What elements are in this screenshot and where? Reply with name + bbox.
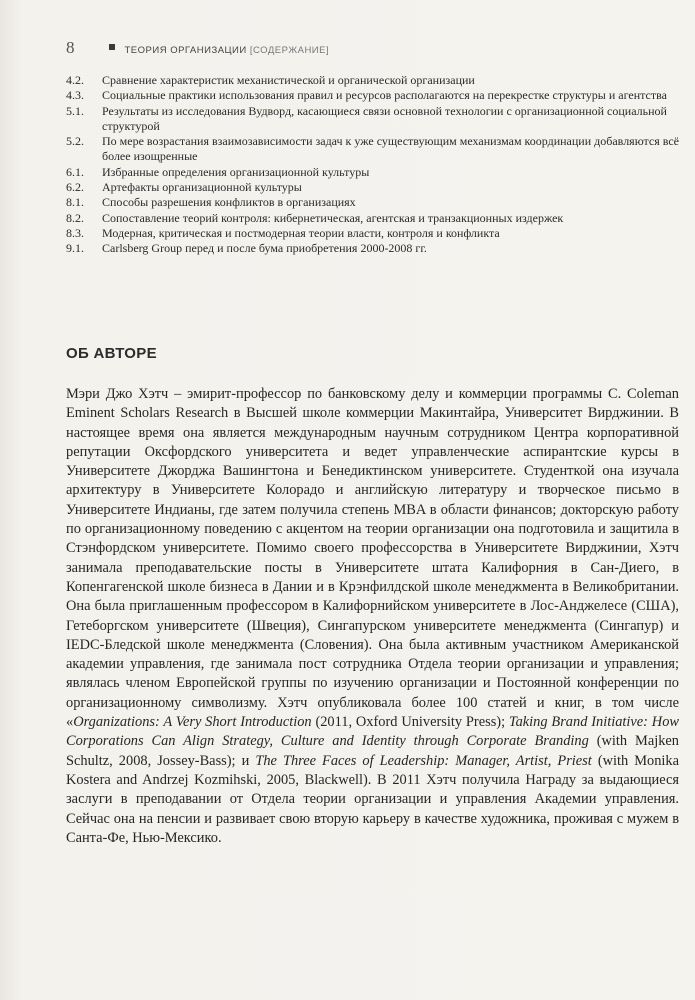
item-text: Сравнение характеристик механистической и органической организации xyxy=(102,73,475,87)
item-number: 4.2. xyxy=(66,73,84,87)
item-text: Результаты из исследования Вудворд, касающиеся связи основной технологии с организационной социальной структурой xyxy=(102,103,667,133)
book-title-1: Organizations: A Very Short Introduction xyxy=(73,714,312,731)
item-number: 8.1. xyxy=(66,195,84,210)
list-item xyxy=(66,88,686,103)
bio-text: (with Monika Kostera and Andrzej Kozmihski, 2005, Blackwell). В 2011 Хэтч получила Награду за выдающиеся заслуги в преподавании от Отдела теории организации и управления Академии управления. Сейчас она на пенсии и развивает свою вторую карьеру в качестве художника, проживая с мужем в Санта-Фе, Нью-Мексико. xyxy=(66,752,679,846)
item-number: 8.2. xyxy=(66,210,84,225)
list-item xyxy=(66,195,686,210)
item-number: 6.2. xyxy=(66,180,84,195)
list-item xyxy=(66,134,686,165)
item-text: Артефакты организационной культуры xyxy=(102,180,302,195)
item-number: 6.1. xyxy=(66,164,84,179)
bio-text: (with Majken Schultz, 2008, Jossey-Bass); и xyxy=(66,733,679,769)
item-text: Избранные определения организационной культуры xyxy=(102,164,370,179)
page-header xyxy=(66,38,329,58)
list-item xyxy=(66,104,686,135)
book-title-3: The Three Faces of Leadership: Manager, Artist, Priest xyxy=(255,752,592,769)
item-number: 4.3. xyxy=(66,88,84,103)
list-item xyxy=(66,211,686,226)
author-bio xyxy=(66,385,679,848)
list-item xyxy=(66,73,686,88)
item-number: 5.1. xyxy=(66,103,84,118)
running-head xyxy=(125,45,330,56)
item-text: По мере возрастания взаимозависимости задач к уже существующим механизмам координации добавляются всё более изощренные xyxy=(102,134,679,164)
section-heading: ОБ АВТОРЕ xyxy=(66,345,157,362)
list-item xyxy=(66,165,686,180)
item-text: Социальные практики использования правил и ресурсов располагаются на перекрестке структуры и агентства xyxy=(102,88,667,103)
list-item xyxy=(66,180,686,195)
item-text: Способы разрешения конфликтов в организациях xyxy=(102,195,356,210)
list-item xyxy=(66,226,686,241)
item-number: 5.2. xyxy=(66,134,84,149)
section-name: [СОДЕРЖАНИЕ] xyxy=(249,45,330,56)
square-bullet-icon xyxy=(109,44,115,50)
item-number: 8.3. xyxy=(66,225,84,240)
item-text: Модерная, критическая и постмодерная теории власти, контроля и конфликта xyxy=(102,225,500,240)
item-number: 9.1. xyxy=(66,241,84,256)
figure-list xyxy=(66,73,686,257)
book-title-2: Taking Brand Initiative: How Corporations Can Align Strategy, Culture and Identity through Corporate Branding xyxy=(66,714,679,750)
item-text: Сопоставление теорий контроля: кибернетическая, агентская и транзакционных издержек xyxy=(102,210,564,225)
bio-text: (2011, Oxford University Press); xyxy=(311,714,509,731)
item-text: Carlsberg Group перед и после бума приобретения 2000-2008 гг. xyxy=(102,241,427,256)
book-title: ТЕОРИЯ ОРГАНИЗАЦИИ xyxy=(124,45,247,56)
list-item xyxy=(66,241,686,256)
bio-text: Мэри Джо Хэтч – эмирит-профессор по банковскому делу и коммерции программы C. Coleman Eminent Scholars Research в Высшей школе коммерции Макинтайра, Университет Вирджинии. В настоящее время она является международным научным сотрудником Центра корпоративной репутации Оксфордского университета и ведет управленческие аспирантские курсы в Университете Джорджа Вашингтона и Бенедиктинском университете. Студенткой она изучала архитектуру в Университете Колорадо и английскую литературу и творческое письмо в Университете Индианы, где затем получила степень MBA в области финансов; докторскую работу по организационному поведению с акцентом на теории организации она подготовила и защитила в Стэнфордском университете. Помимо своего профессорства в Университете Вирджинии, Хэтч занимала преподавательские посты в Университете штата Калифорния в Сан-Диего, в Копенгагенской школе бизнеса в Дании и в Крэнфилдской школе менеджмента в Великобритании. Она была приглашенным профессором в Калифорнийском университете в Лос-Анджелесе (США), Гетеборгском университете (Швеция), Сингапурском университете менеджмента (Сингапур) и IEDC-Бледской школе менеджмента (Словения). Она была активным участником Американской академии управления, где занимала пост сотрудника Отдела теории организации и управления; являлась членом Европейской группы по изучению организации и Постоянной конференции по организационному символизму. Хэтч опубликовала более 100 статей и книг, в том числе « xyxy=(66,386,679,731)
page-number: 8 xyxy=(66,38,75,57)
